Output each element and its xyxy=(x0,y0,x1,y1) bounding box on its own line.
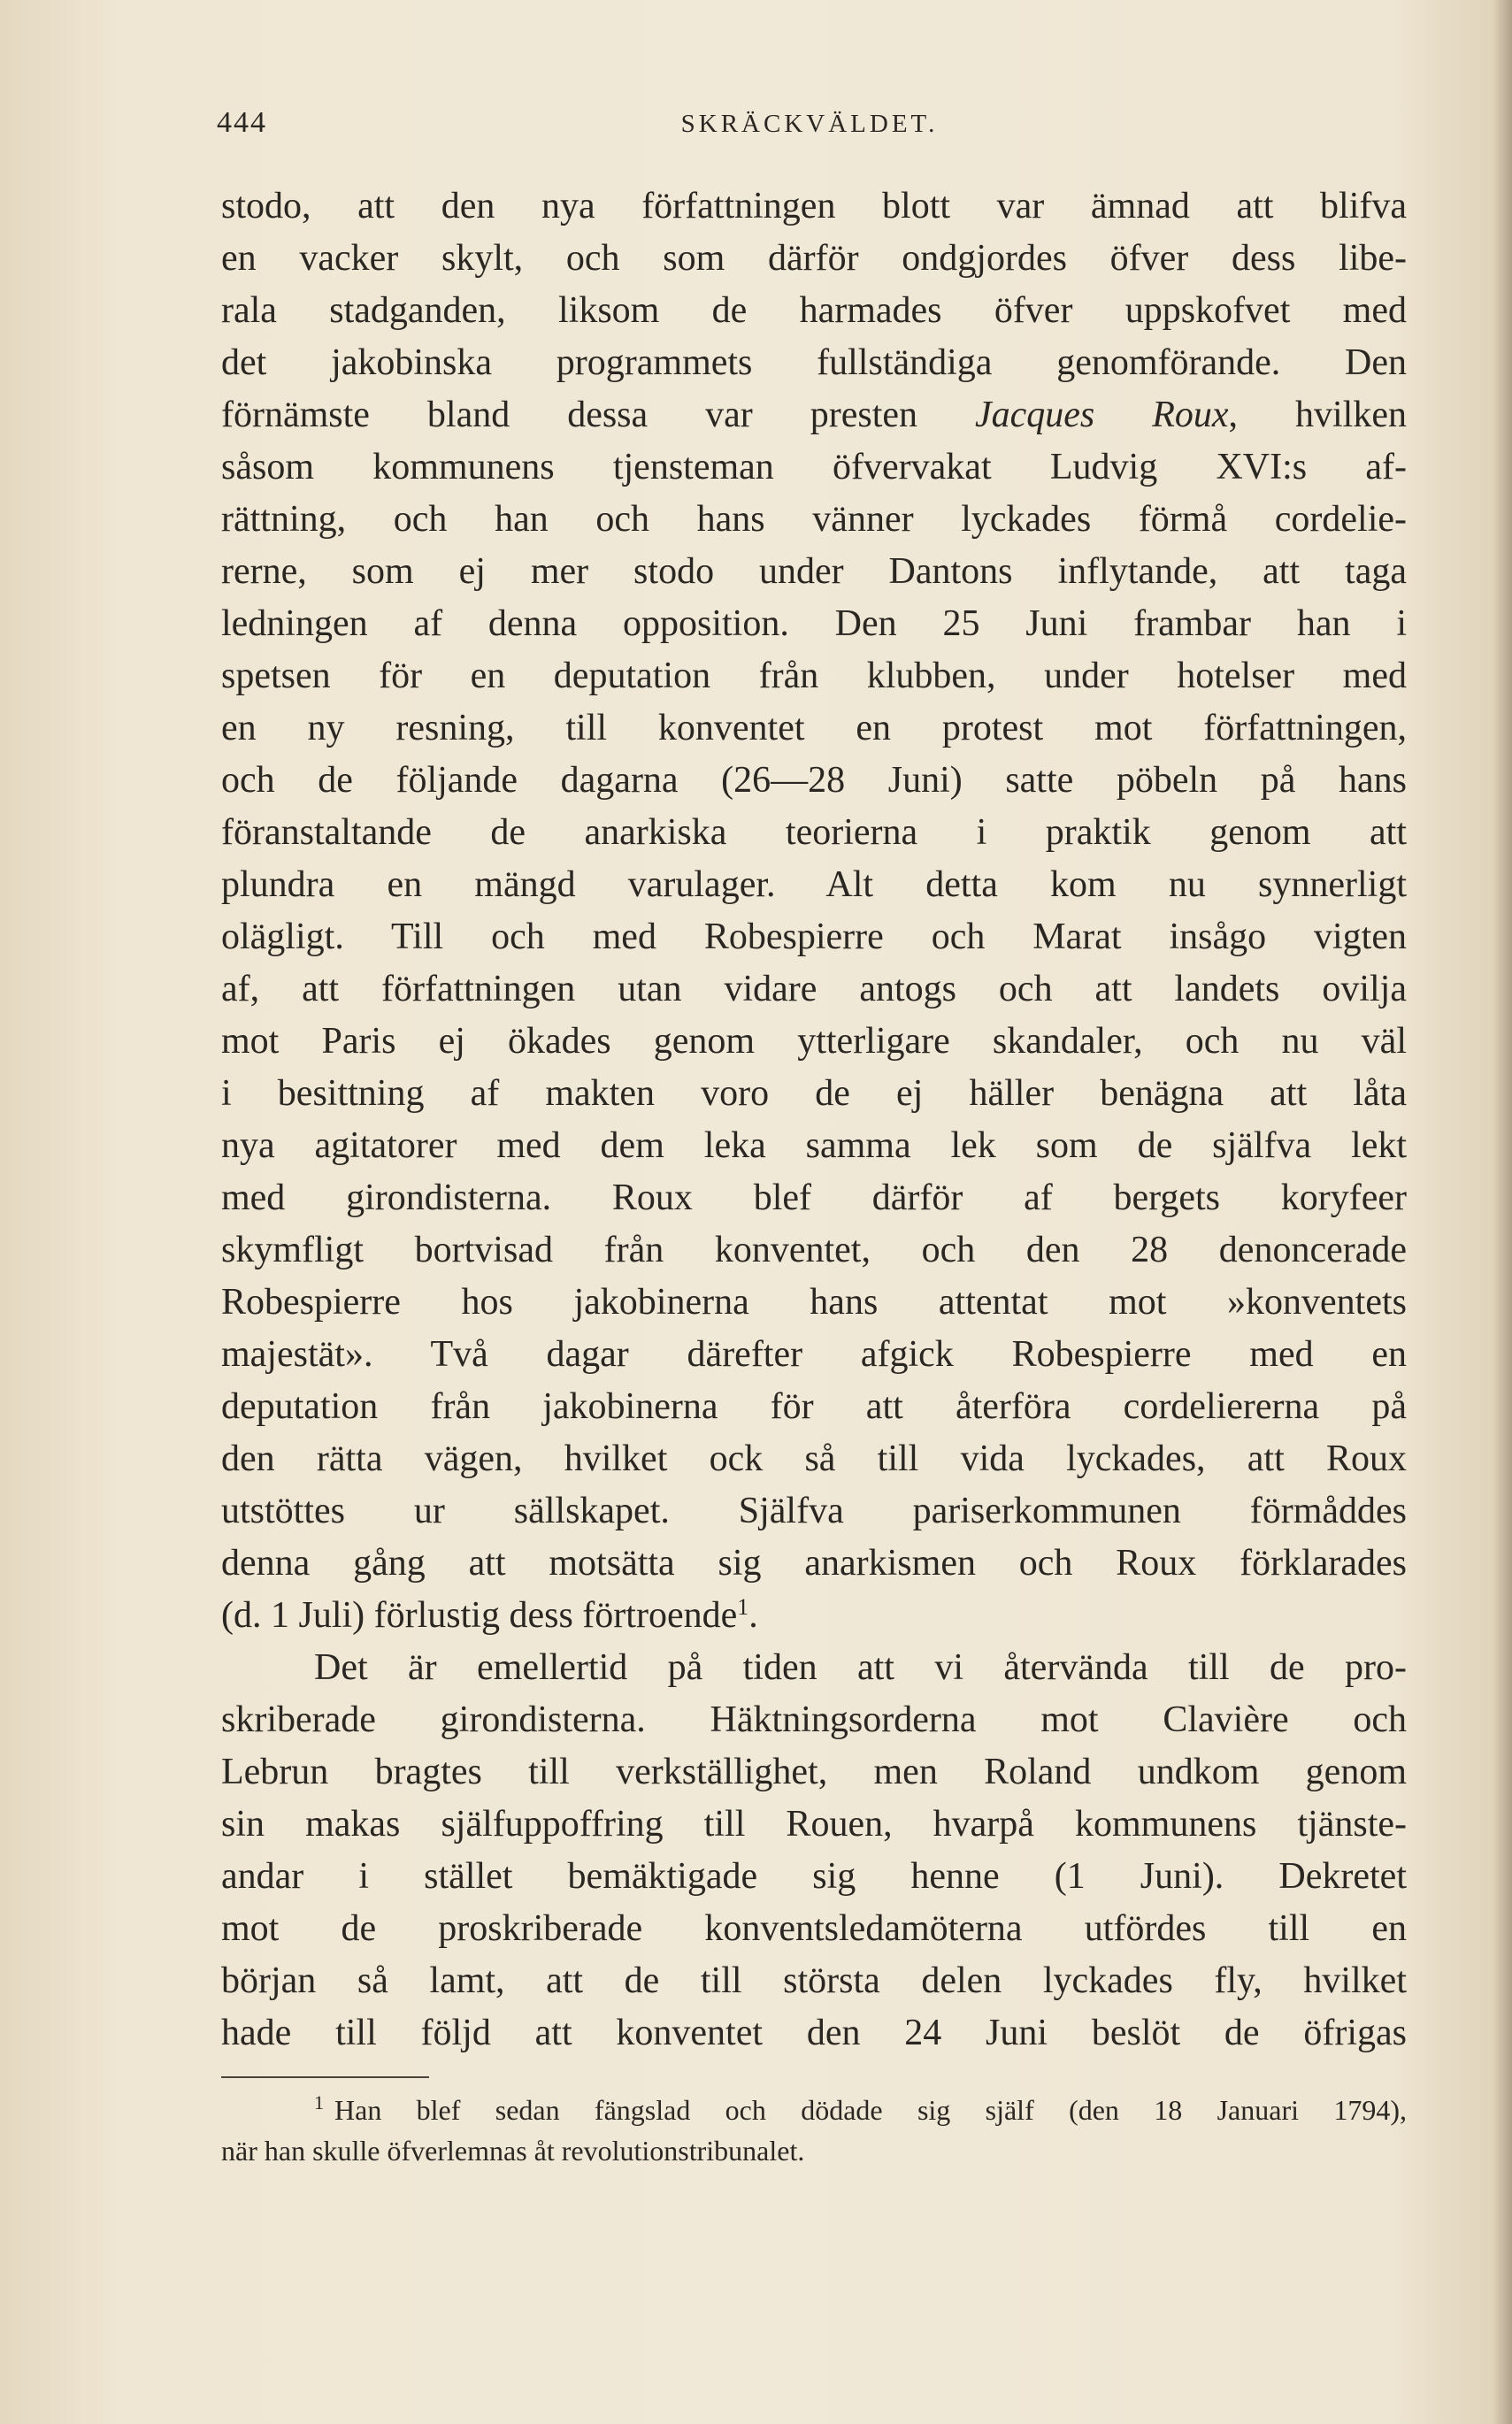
text-line xyxy=(221,546,1407,598)
page-header xyxy=(217,106,1402,159)
text-line-content: och de följande dagarna (26—28 Juni) satte pöbeln på hans xyxy=(221,760,1407,801)
text-line-content: hade till följd att konventet den 24 Juni beslöt de öfrigas xyxy=(221,2013,1407,2053)
text-line-content: stodo, att den nya författningen blott var ämnad att blifva xyxy=(221,186,1407,226)
text-line xyxy=(221,1381,1407,1433)
text-line xyxy=(221,911,1407,963)
text-line xyxy=(221,1068,1407,1120)
text-line-content: föranstaltande de anarkiska teorierna i praktik genom att xyxy=(221,812,1407,853)
footnotes xyxy=(221,2090,1407,2171)
text-line xyxy=(221,598,1407,650)
text-line-content: förnämste bland dessa var presten xyxy=(221,395,975,435)
text-line-content: den rätta vägen, hvilket ock så till vida lyckades, att Roux xyxy=(221,1438,1407,1479)
footnote-line xyxy=(221,2090,1407,2130)
text-line xyxy=(221,1172,1407,1224)
text-line xyxy=(221,337,1407,389)
text-line xyxy=(221,1485,1407,1538)
text-line xyxy=(221,494,1407,546)
text-line-content: Lebrun bragtes till verkställighet, men Roland undkom genom xyxy=(221,1752,1407,1792)
text-line-content: nya agitatorer med dem leka samma lek som de själfva lekt xyxy=(221,1125,1407,1166)
text-line-content: denna gång att motsätta sig anarkismen och Roux förklarades xyxy=(221,1543,1407,1584)
text-line xyxy=(221,1955,1407,2007)
footnote-reference: 1 xyxy=(737,1594,749,1620)
text-line-content: af, att författningen utan vidare antogs och att landets ovilja xyxy=(221,969,1407,1009)
text-line xyxy=(221,1642,1407,1694)
text-line xyxy=(221,859,1407,911)
text-line-tail: . xyxy=(748,1595,758,1636)
footnote-rule xyxy=(221,2076,429,2078)
text-line-content: skriberade girondisterna. Häktningsorderna mot Clavière och xyxy=(221,1699,1407,1740)
text-line-content: plundra en mängd varulager. Alt detta kom nu synnerligt xyxy=(221,864,1407,905)
text-line xyxy=(221,1746,1407,1799)
text-line-content: i besittning af makten voro de ej häller benägna att låta xyxy=(221,1073,1407,1114)
text-line xyxy=(221,1277,1407,1329)
text-line-content: andar i stället bemäktigade sig henne (1 Juni). Dekretet xyxy=(221,1856,1407,1897)
text-line-content: olägligt. Till och med Robespierre och Marat insågo vigten xyxy=(221,917,1407,957)
text-line-content: mot Paris ej ökades genom ytterligare skandaler, och nu väl xyxy=(221,1021,1407,1062)
text-line xyxy=(221,441,1407,494)
text-line xyxy=(221,1903,1407,1955)
text-line-content: en ny resning, till konventet en protest mot författningen, xyxy=(221,708,1407,748)
text-line xyxy=(221,2007,1407,2060)
text-line-content: såsom kommunens tjensteman öfvervakat Ludvig XVI:s af- xyxy=(221,447,1407,487)
footnote-text: Han blef sedan fängslad och dödade sig själf (den 18 Januari 1794), xyxy=(334,2094,1407,2126)
text-line xyxy=(221,1016,1407,1068)
text-line xyxy=(221,285,1407,337)
text-line xyxy=(221,755,1407,807)
text-line-tail: , hvilken xyxy=(1228,395,1407,435)
text-line xyxy=(221,807,1407,859)
text-line-content: en vacker skylt, och som därför ondgjordes öfver dess libe- xyxy=(221,238,1407,279)
text-line-content: skymfligt bortvisad från konventet, och den 28 denoncerade xyxy=(221,1230,1407,1270)
text-line xyxy=(221,1433,1407,1485)
page-number: 444 xyxy=(217,106,267,139)
text-line-content: deputation från jakobinerna för att återföra cordeliererna på xyxy=(221,1386,1407,1427)
text-line xyxy=(221,233,1407,285)
text-line xyxy=(221,1799,1407,1851)
text-line xyxy=(221,1694,1407,1746)
text-line xyxy=(221,1590,1407,1642)
text-line xyxy=(221,180,1407,233)
text-line-content: Robespierre hos jakobinerna hans attentat mot »konventets xyxy=(221,1282,1407,1323)
footnote-line: när han skulle öfverlemnas åt revolutionstribunalet. xyxy=(221,2135,805,2167)
text-line-content: ledningen af denna opposition. Den 25 Juni frambar han i xyxy=(221,603,1407,644)
page-edge-shadow xyxy=(1493,0,1512,2424)
running-head: SKRÄCKVÄLDET. xyxy=(680,110,939,138)
text-line-content: rala stadganden, liksom de harmades öfver uppskofvet med xyxy=(221,290,1407,331)
text-line xyxy=(221,1224,1407,1277)
text-line-content: rättning, och han och hans vänner lyckades förmå cordelie- xyxy=(221,499,1407,540)
text-line xyxy=(221,1329,1407,1381)
footnote-marker: 1 xyxy=(314,2091,324,2113)
italic-name: Jacques Roux xyxy=(975,395,1229,435)
text-line-content: början så lamt, att de till största delen lyckades fly, hvilket xyxy=(221,1960,1407,2001)
text-line-content: sin makas själfuppoffring till Rouen, hvarpå kommunens tjänste- xyxy=(221,1804,1407,1845)
text-line xyxy=(221,702,1407,755)
text-line-content: spetsen för en deputation från klubben, under hotelser med xyxy=(221,656,1407,696)
text-line-content: (d. 1 Juli) förlustig dess förtroende xyxy=(221,1595,738,1636)
text-line xyxy=(221,1120,1407,1172)
text-line xyxy=(221,963,1407,1016)
text-line-content: majestät». Två dagar därefter afgick Robespierre med en xyxy=(221,1334,1407,1375)
text-line-content: utstöttes ur sällskapet. Själfva pariserkommunen förmåddes xyxy=(221,1491,1407,1531)
text-line-content: med girondisterna. Roux blef därför af bergets koryfeer xyxy=(221,1177,1407,1218)
text-line-content: Det är emellertid på tiden att vi återvända till de pro- xyxy=(314,1647,1407,1688)
text-line xyxy=(221,1851,1407,1903)
text-line xyxy=(221,389,1407,441)
body-text xyxy=(221,180,1407,2060)
text-line xyxy=(221,650,1407,702)
text-line-content: mot de proskriberade konventsledamöterna utfördes till en xyxy=(221,1908,1407,1949)
text-line-content: det jakobinska programmets fullständiga genomförande. Den xyxy=(221,342,1407,383)
text-line xyxy=(221,1538,1407,1590)
text-line-content: rerne, som ej mer stodo under Dantons inflytande, att taga xyxy=(221,551,1407,592)
